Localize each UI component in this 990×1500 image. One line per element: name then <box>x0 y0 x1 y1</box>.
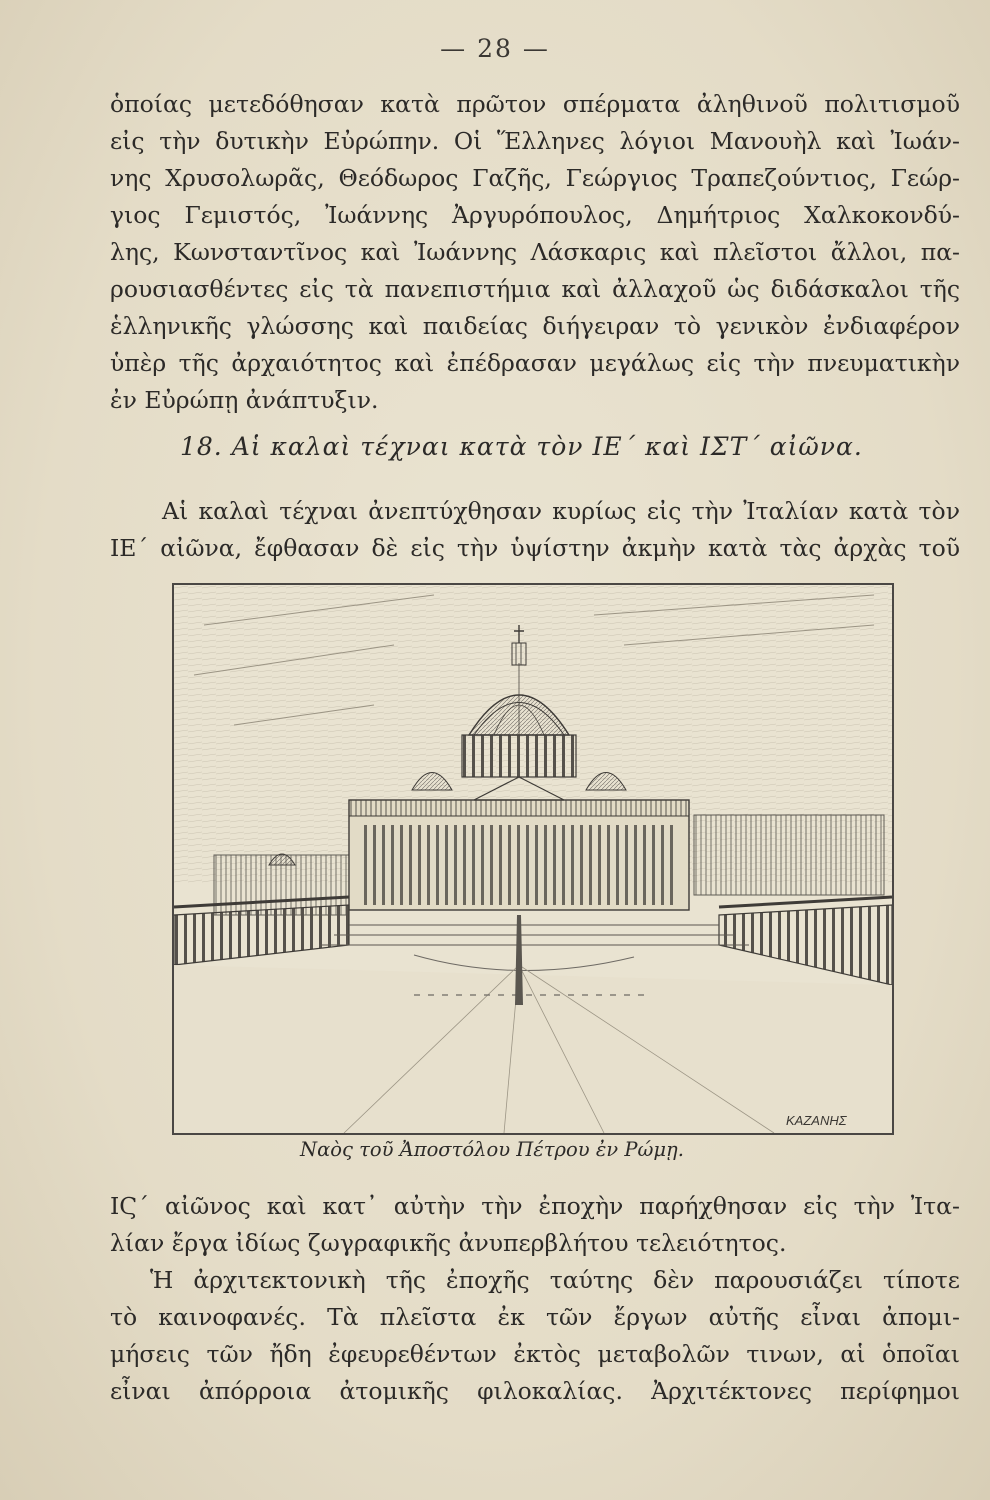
paragraph-2 <box>110 493 960 567</box>
text-line: Ἡ ἀρχιτεκτονικὴ τῆς ἐποχῆς ταύτης δὲν παρουσιάζει τίποτε <box>150 1266 960 1294</box>
text-line: ἐν Εὐρώπῃ ἀνάπτυξιν. <box>110 386 379 414</box>
text-line: γιος Γεμιστός, Ἰωάννης Ἀργυρόπουλος, Δημήτριος Χαλκοκονδύ- <box>110 201 960 229</box>
paragraph-4 <box>110 1262 960 1410</box>
text-line: ρουσιασθέντες εἰς τὰ πανεπιστήμια καὶ ἀλλαχοῦ ὡς διδάσκαλοι τῆς <box>110 275 960 303</box>
text-line: λίαν ἔργα ἰδίως ζωγραφικῆς ἀνυπερβλήτου τελειότητος. <box>110 1229 787 1257</box>
paragraph-1 <box>110 86 960 419</box>
figure-caption: Ναὸς τοῦ Ἀποστόλου Πέτρου ἐν Ρώμῃ. <box>300 1138 684 1161</box>
text-line: ΙΕ΄ αἰῶνα, ἔφθασαν δὲ εἰς τὴν ὑψίστην ἀκμὴν κατὰ τὰς ἀρχὰς τοῦ <box>110 534 960 562</box>
text-line: ὁποίας μετεδόθησαν κατὰ πρῶτον σπέρματα ἀληθινοῦ πολιτισμοῦ <box>110 90 960 118</box>
text-line: ἑλληνικῆς γλώσσης καὶ παιδείας διήγειραν τὸ γενικὸν ἐνδιαφέρον <box>110 312 960 340</box>
text-line: εἶναι ἀπόρροια ἀτομικῆς φιλοκαλίας. Ἀρχιτέκτονες περίφημοι <box>110 1377 960 1405</box>
artist-signature: ΚΑΖΑΝΗΣ <box>786 1113 847 1128</box>
text-line: ὑπὲρ τῆς ἀρχαιότητος καὶ ἐπέδρασαν μεγάλως εἰς τὴν πνευματικὴν <box>110 349 960 377</box>
text-line: λης, Κωνσταντῖνος καὶ Ἰωάννης Λάσκαρις καὶ πλεῖστοι ἄλλοι, πα- <box>110 238 960 266</box>
text-line: ΙϚ΄ αἰῶνος καὶ κατ᾽ αὐτὴν τὴν ἐποχὴν παρήχθησαν εἰς τὴν Ἰτα- <box>110 1192 960 1220</box>
text-line: νης Χρυσολωρᾶς, Θεόδωρος Γαζῆς, Γεώργιος Τραπεζούντιος, Γεώρ- <box>110 164 960 192</box>
st-peters-basilica-illustration <box>172 583 894 1135</box>
paragraph-3 <box>110 1188 960 1262</box>
text-line: εἰς τὴν δυτικὴν Εὐρώπην. Οἱ Ἕλληνες λόγιοι Μανουὴλ καὶ Ἰωάν- <box>110 127 960 155</box>
text-line: Αἱ καλαὶ τέχναι ἀνεπτύχθησαν κυρίως εἰς τὴν Ἰταλίαν κατὰ τὸν <box>162 497 960 525</box>
text-line: μήσεις τῶν ἤδη ἐφευρεθέντων ἐκτὸς μεταβολῶν τινων, αἱ ὁποῖαι <box>110 1340 960 1368</box>
section-heading: 18. Αἱ καλαὶ τέχναι κατὰ τὸν ΙΕ΄ καὶ ΙΣΤ΄ αἰῶνα. <box>180 432 863 461</box>
page-number: — 28 — <box>440 34 550 63</box>
engraving-drawing <box>174 585 892 1133</box>
text-line: τὸ καινοφανές. Τὰ πλεῖστα ἐκ τῶν ἔργων αὐτῆς εἶναι ἀπομι- <box>110 1303 960 1331</box>
